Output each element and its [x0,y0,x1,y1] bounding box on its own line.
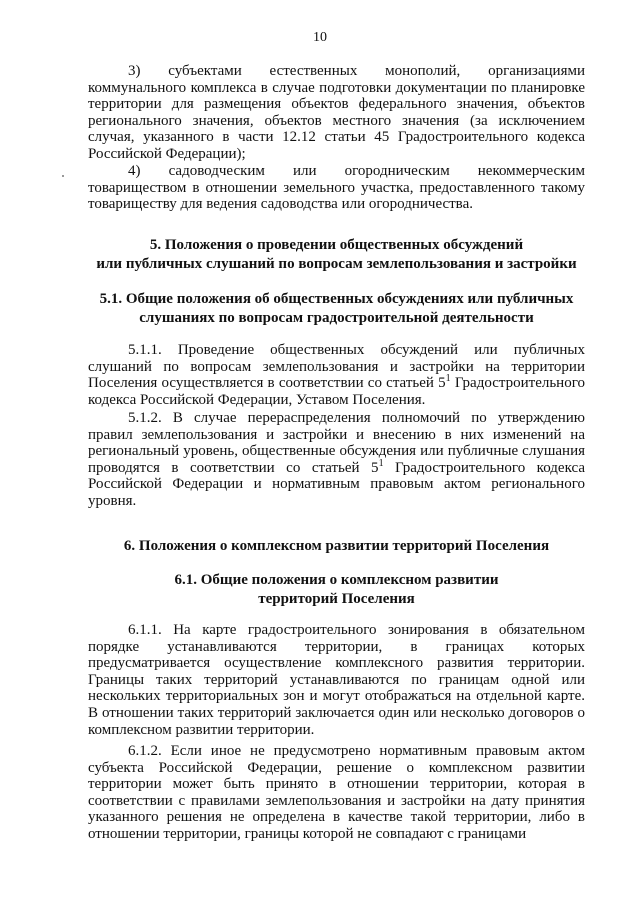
paragraph-5-1-2 [88,410,585,510]
section-5-title-line1: 5. Положения о проведении общественных обсуждений [149,237,524,253]
paragraph-item-3: 3) субъектами естественных монополий, организациями коммунального комплекса в случае подготовки документации по планировке территории для размещения объектов федерального значения, объектов регионального значения, объектов местного значения (за исключением случая, указанного в части 12.12 статьи 45 Градостроительного кодекса Российской Федерации); [88,63,585,162]
p511-superscript: 1 [445,373,451,385]
scan-speck [62,175,64,177]
page-number: 10 [313,30,327,45]
paragraph-item-4: 4) садоводческим или огородническим некоммерческим товариществом в отношении земельного участка, предоставленного такому товариществу для ведения садоводства или огородничества. [88,163,585,213]
section-6-1-title-line1: 6.1. Общие положения о комплексном развитии [174,572,499,588]
section-5-1-title-line2: слушаниях по вопросам градостроительной деятельности [139,310,534,326]
section-5-1-title-line1: 5.1. Общие положения об общественных обсуждениях или публичных [99,291,574,307]
paragraph-6-1-1: 6.1.1. На карте градостроительного зонирования в обязательном порядке устанавливаются территории, в границах которых предусматривается осуществление комплексного развития территории. Границы таких территорий устанавливаются по границам одной или нескольких территориальных зон и могут отображаться на отдельной карте. В отношении таких территорий заключается один или несколько договоров о комплексном развитии территории. [88,622,585,738]
section-6-title: 6. Положения о комплексном развитии территорий Поселения [123,538,550,554]
p512-superscript: 1 [378,457,384,469]
p512-text: 5.1.2. В случае перераспределения полномочий по утверждению правил землепользования и застройки и внесению в них изменений на региональный уровень, общественные обсуждения или публичные слушания проводятся в соответствии со статьей 5 [88,410,585,476]
section-5-title-line2: или публичных слушаний по вопросам землепользования и застройки [96,256,577,272]
section-6-1-heading [88,571,585,609]
section-5-heading [88,236,585,274]
p511-text: 5.1.1. Проведение общественных обсуждений или публичных слушаний по вопросам землепользования и застройки на территории Поселения осуществляется в соответствии со статьей 5 [88,342,585,392]
p512-text-end: Градостроительного кодекса Российской Федерации и нормативным правовым актом регионального уровня. [88,459,585,509]
paragraph-5-1-1 [88,342,585,408]
paragraph-6-1-2: 6.1.2. Если иное не предусмотрено нормативным правовым актом субъекта Российской Федерации, решение о комплексном развитии территории может быть принято в отношении территории, которая в соответствии с правилами землепользования и застройки на дату принятия указанного решения не определена в качестве такой территории, либо в отношении территории, границы которой не совпадают с границами [88,743,585,842]
p511-text-end: Градостроительного кодекса Российской Федерации, Уставом Поселения. [88,375,585,408]
section-5-1-heading [88,290,585,328]
section-6-1-title-line2: территорий Поселения [258,591,415,607]
